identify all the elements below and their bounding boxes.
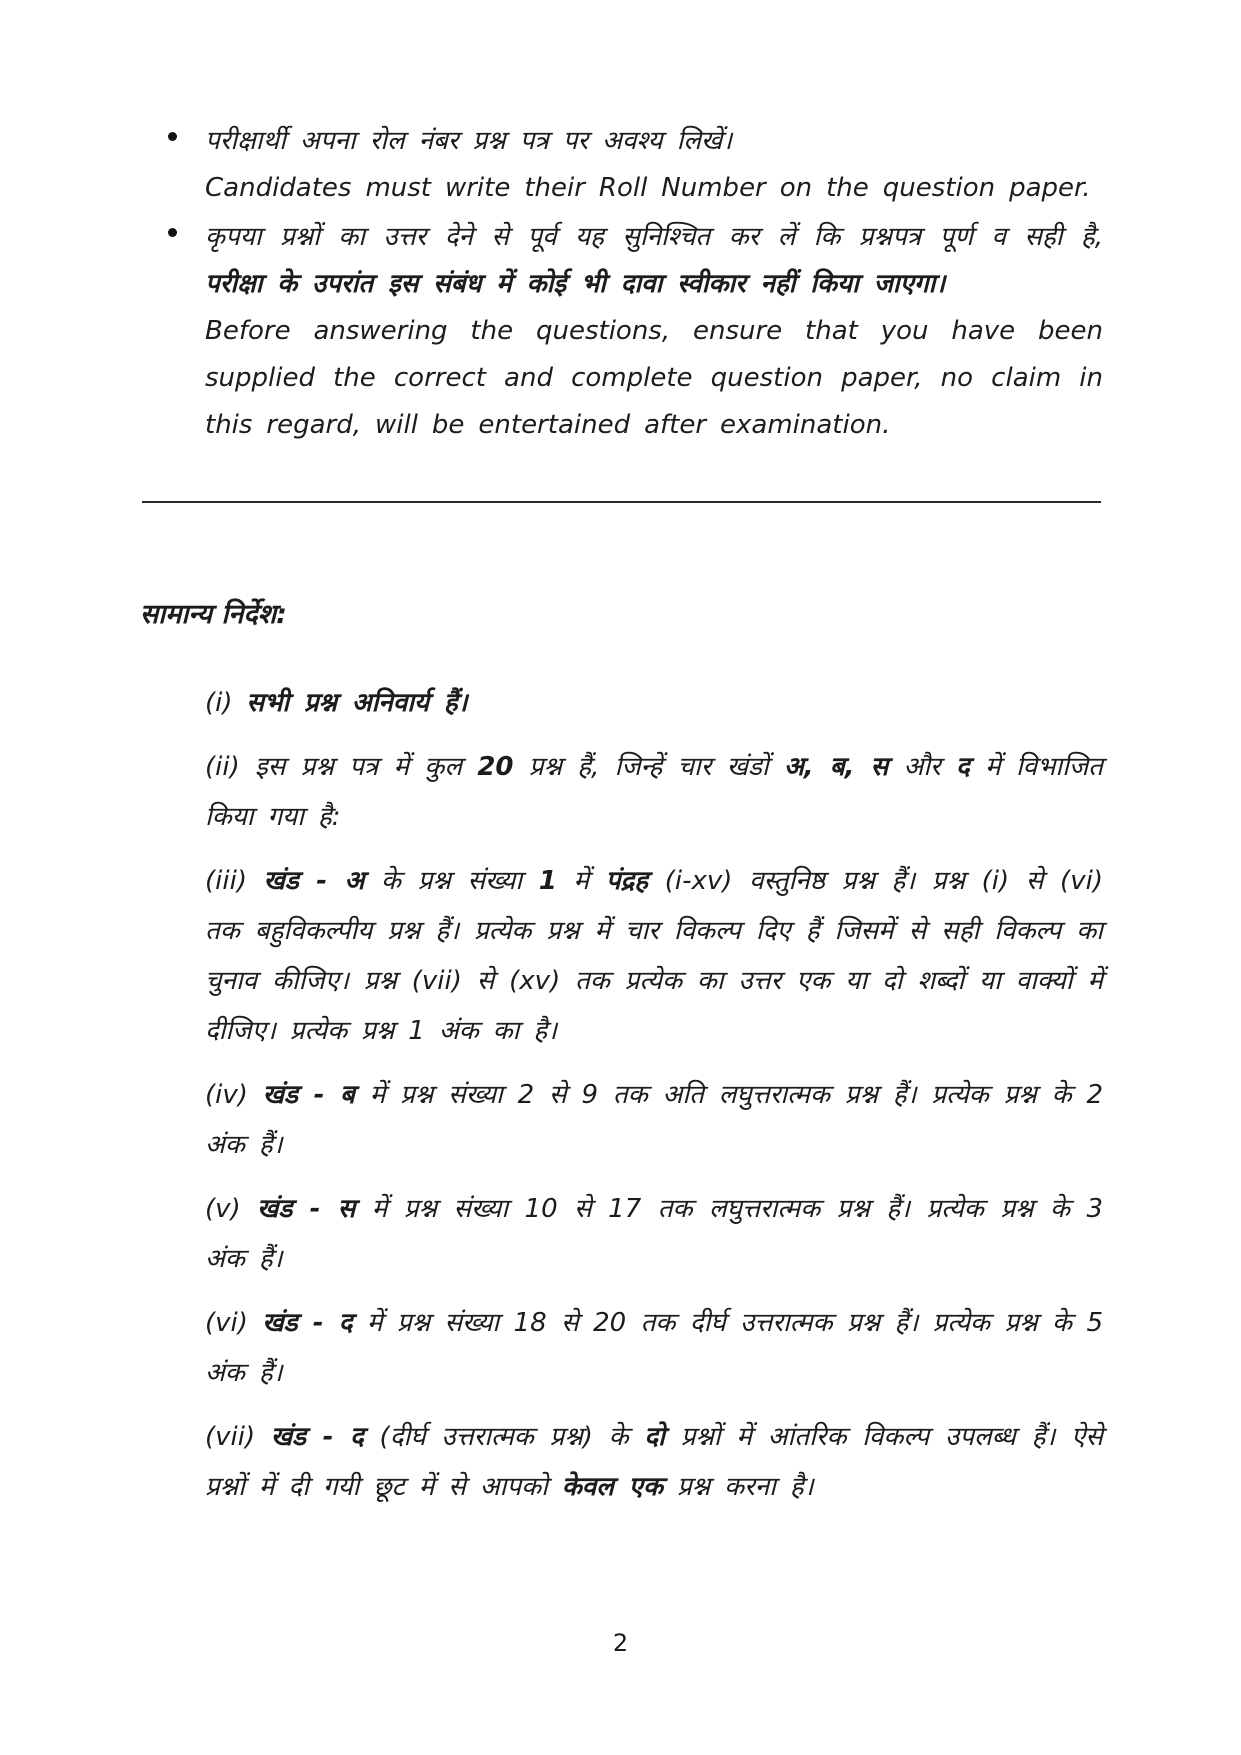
section-divider	[142, 501, 1101, 503]
instruction-iii: (iii) खंड - अ के प्रश्न संख्या 1 में पंद्रह (i-xv) वस्तुनिष्ठ प्रश्न हैं। प्रश्न (i) से (vi) तक बहुविकल्पीय प्रश्न हैं। प्रत्येक प्रश्न में चार विकल्प दिए हैं जिसमें से सही विकल्प का चुनाव कीजिए। प्रश्न (vii) से (xv) तक प्रत्येक का उत्तर एक या दो शब्दों या वाक्यों में दीजिए। प्रत्येक प्रश्न 1 अंक का है।	[205, 866, 1103, 1046]
notice-complete-paper-english: Before answering the questions, ensure that you have been supplied the correct and complete question paper, no claim in this regard, will be entertained after examination.	[205, 316, 1103, 440]
bullet-icon	[168, 132, 177, 141]
candidate-notices	[140, 118, 1103, 449]
notice-roll-number-hindi: परीक्षार्थी अपना रोल नंबर प्रश्न पत्र पर अवश्य लिखें।	[205, 126, 733, 156]
instruction-v: (v) खंड - स में प्रश्न संख्या 10 से 17 तक लघुत्तरात्मक प्रश्न हैं। प्रत्येक प्रश्न के 3 अंक हैं।	[205, 1194, 1103, 1274]
instruction-iv: (iv) खंड - ब में प्रश्न संख्या 2 से 9 तक अति लघुत्तरात्मक प्रश्न हैं। प्रत्येक प्रश्न के 2 अंक हैं।	[205, 1080, 1104, 1160]
bullet-icon	[168, 228, 177, 237]
instruction-ii: (ii) इस प्रश्न पत्र में कुल 20 प्रश्न हैं, जिन्हें चार खंडों अ, ब, स और द में विभाजित किया गया है:	[205, 752, 1103, 832]
notice-roll-number-english: Candidates must write their Roll Number on the question paper.	[205, 173, 1091, 203]
instruction-i: (i) सभी प्रश्न अनिवार्य हैं।	[205, 688, 468, 718]
notice-complete-paper-hindi: कृपया प्रश्नों का उत्तर देने से पूर्व यह सुनिश्चित कर लें कि प्रश्नपत्र पूर्ण व सही है, परीक्षा के उपरांत इस संबंध में कोई भी दावा स्वीकार नहीं किया जाएगा।	[205, 222, 1103, 299]
notice-roll-number	[140, 118, 1103, 212]
page-number: 2	[612, 1629, 629, 1657]
general-instructions-heading: सामान्य निर्देश:	[140, 599, 287, 630]
notice-complete-paper	[140, 214, 1103, 449]
general-instructions-list	[140, 678, 1103, 1512]
instruction-vi: (vi) खंड - द में प्रश्न संख्या 18 से 20 तक दीर्घ उत्तरात्मक प्रश्न हैं। प्रत्येक प्रश्न के 5 अंक हैं।	[205, 1308, 1103, 1388]
instruction-vii: (vii) खंड - द (दीर्घ उत्तरात्मक प्रश्न) के दो प्रश्नों में आंतरिक विकल्प उपलब्ध हैं। ऐसे प्रश्नों में दी गयी छूट में से आपको केवल एक प्रश्न करना है।	[205, 1422, 1103, 1502]
